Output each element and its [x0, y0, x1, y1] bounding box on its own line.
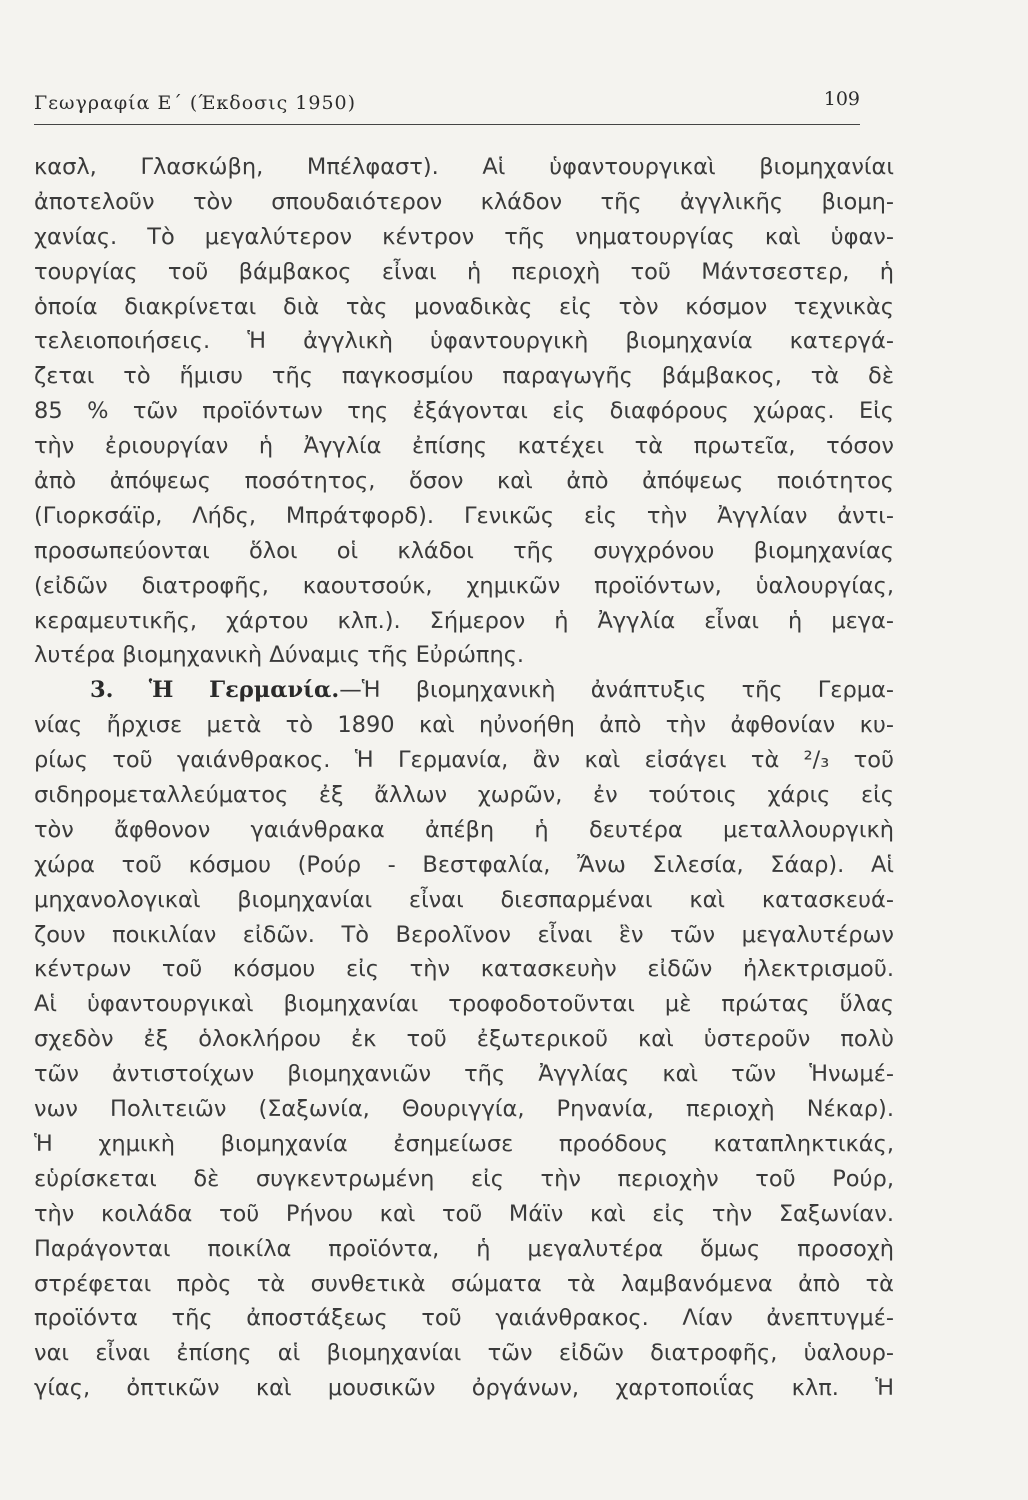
- text-line: χανίας. Τὸ μεγαλύτερον κέντρον τῆς νηματουργίας καὶ ὑφαν-: [34, 223, 894, 250]
- text-line: τὴν ἐριουργίαν ἡ Ἀγγλία ἐπίσης κατέχει τὰ πρωτεῖα, τόσον: [34, 433, 894, 460]
- text-line: τῶν ἀντιστοίχων βιομηχανιῶν τῆς Ἀγγλίας καὶ τῶν Ἡνωμέ-: [34, 1061, 894, 1088]
- text-line: κέντρων τοῦ κόσμου εἰς τὴν κατασκευὴν εἰδῶν ἠλεκτρισμοῦ.: [34, 956, 894, 983]
- text-line: ὁποία διακρίνεται διὰ τὰς μοναδικὰς εἰς τὸν κόσμον τεχνικὰς: [34, 293, 894, 320]
- section-first-line-text: —Ἡ βιομηχανικὴ ἀνάπτυξις τῆς Γερμα-: [339, 677, 895, 704]
- text-line: προϊόντα τῆς ἀποστάξεως τοῦ γαιάνθρακος. Λίαν ἀνεπτυγμέ-: [34, 1305, 894, 1332]
- text-line: Παράγονται ποικίλα προϊόντα, ἡ μεγαλυτέρα ὅμως προσοχὴ: [34, 1235, 894, 1262]
- text-line: ζουν ποικιλίαν εἰδῶν. Τὸ Βερολῖνον εἶναι ἓν τῶν μεγαλυτέρων: [34, 921, 894, 948]
- section-heading-line: [34, 673, 894, 708]
- text-line: σιδηρομεταλλεύματος ἐξ ἄλλων χωρῶν, ἐν τούτοις χάρις εἰς: [34, 782, 894, 809]
- text-line: ναι εἶναι ἐπίσης αἱ βιομηχανίαι τῶν εἰδῶν διατροφῆς, ὑαλουρ-: [34, 1340, 894, 1367]
- text-line: νίας ἤρχισε μετὰ τὸ 1890 καὶ ηὐνοήθη ἀπὸ τὴν ἀφθονίαν κυ-: [34, 712, 894, 739]
- text-line: ἀπὸ ἀπόψεως ποσότητος, ὅσον καὶ ἀπὸ ἀπόψεως ποιότητος: [34, 468, 894, 495]
- section-number: 3.: [90, 677, 114, 704]
- text-line: τὸν ἄφθονον γαιάνθρακα ἀπέβη ἡ δευτέρα μεταλλουργικὴ: [34, 816, 894, 843]
- text-line: Αἱ ὑφαντουργικαὶ βιομηχανίαι τροφοδοτοῦνται μὲ πρώτας ὕλας: [34, 991, 894, 1018]
- text-line: (Γιορκσάϊρ, Λήδς, Μπράτφορδ). Γενικῶς εἰς τὴν Ἀγγλίαν ἀντι-: [34, 502, 894, 529]
- running-title: Γεωγραφία Ε΄ (Έκδοσις 1950): [34, 92, 357, 114]
- text-line: σχεδὸν ἐξ ὁλοκλήρου ἐκ τοῦ ἐξωτερικοῦ καὶ ὑστεροῦν πολὺ: [34, 1026, 894, 1053]
- text-line: Ἡ χημικὴ βιομηχανία ἐσημείωσε προόδους καταπληκτικάς,: [34, 1130, 894, 1157]
- section-title: Ἡ Γερμανία.: [148, 677, 340, 704]
- text-line: στρέφεται πρὸς τὰ συνθετικὰ σώματα τὰ λαμβανόμενα ἀπὸ τὰ: [34, 1270, 894, 1297]
- text-line: (εἰδῶν διατροφῆς, καουτσούκ, χημικῶν προϊόντων, ὑαλουργίας,: [34, 572, 894, 599]
- text-line: μηχανολογικαὶ βιομηχανίαι εἶναι διεσπαρμέναι καὶ κατασκευά-: [34, 886, 894, 913]
- text-line: εὑρίσκεται δὲ συγκεντρωμένη εἰς τὴν περιοχὴν τοῦ Ρούρ,: [34, 1165, 894, 1192]
- body-text: [34, 150, 894, 1406]
- text-line: χώρα τοῦ κόσμου (Ρούρ - Βεστφαλία, Ἄνω Σιλεσία, Σάαρ). Αἱ: [34, 851, 894, 878]
- text-line: τελειοποιήσεις. Ἡ ἀγγλικὴ ὑφαντουργικὴ βιομηχανία κατεργά-: [34, 328, 894, 355]
- text-line: λυτέρα βιομηχανικὴ Δύναμις τῆς Εὐρώπης.: [34, 642, 525, 669]
- text-line: τουργίας τοῦ βάμβακος εἶναι ἡ περιοχὴ τοῦ Μάντσεστερ, ἡ: [34, 258, 894, 285]
- page-number: 109: [823, 88, 860, 110]
- text-line: ρίως τοῦ γαιάνθρακος. Ἡ Γερμανία, ἂν καὶ εἰσάγει τὰ ²/₃ τοῦ: [34, 747, 894, 774]
- text-line: προσωπεύονται ὅλοι οἱ κλάδοι τῆς συγχρόνου βιομηχανίας: [34, 537, 894, 564]
- text-line: ἀποτελοῦν τὸν σπουδαιότερον κλάδον τῆς ἀγγλικῆς βιομη-: [34, 188, 894, 215]
- text-line: νων Πολιτειῶν (Σαξωνία, Θουριγγία, Ρηνανία, περιοχὴ Νέκαρ).: [34, 1096, 894, 1123]
- page-header: [34, 88, 860, 125]
- text-line: κεραμευτικῆς, χάρτου κλπ.). Σήμερον ἡ Ἀγγλία εἶναι ἡ μεγα-: [34, 607, 894, 634]
- text-line: τὴν κοιλάδα τοῦ Ρήνου καὶ τοῦ Μάϊν καὶ εἰς τὴν Σαξωνίαν.: [34, 1200, 894, 1227]
- text-line: γίας, ὀπτικῶν καὶ μουσικῶν ὀργάνων, χαρτοποιΐας κλπ. Ἡ: [34, 1375, 894, 1402]
- text-line: κασλ, Γλασκώβη, Μπέλφαστ). Αἱ ὑφαντουργικαὶ βιομηχανίαι: [34, 154, 894, 180]
- text-line: ζεται τὸ ἥμισυ τῆς παγκοσμίου παραγωγῆς βάμβακος, τὰ δὲ: [34, 363, 894, 390]
- text-line: 85 % τῶν προϊόντων της ἐξάγονται εἰς διαφόρους χώρας. Εἰς: [34, 398, 894, 425]
